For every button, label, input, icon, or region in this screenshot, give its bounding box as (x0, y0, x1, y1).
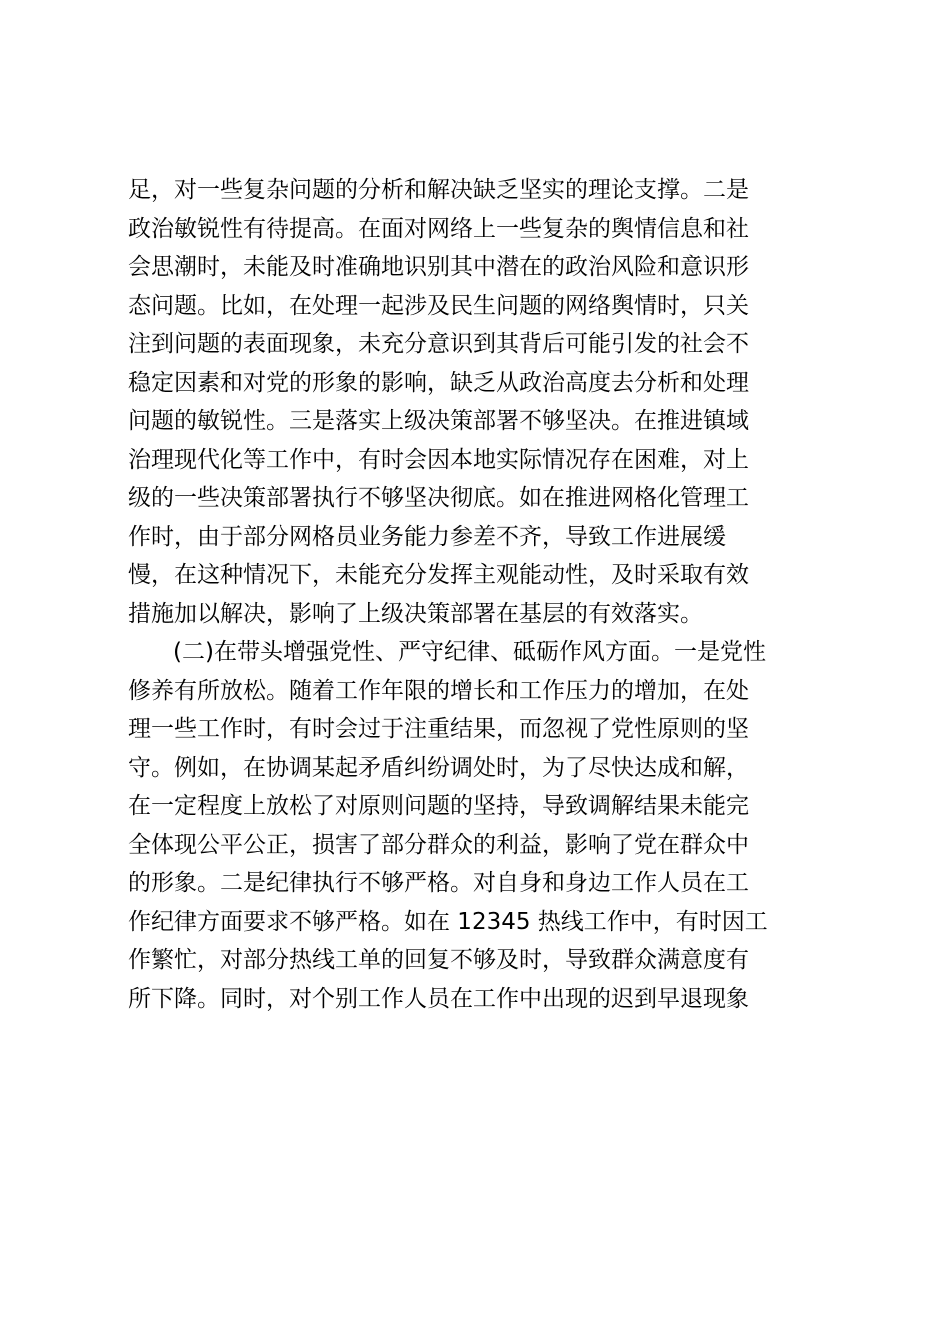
text-line: 修养有所放松。随着工作年限的增长和工作压力的增加，在处 (128, 677, 749, 704)
text-line: 注到问题的表面现象，未充分意识到其背后可能引发的社会不 (128, 331, 749, 357)
text-line: 级的一些决策部署执行不够坚决彻底。如在推进网格化管理工 (128, 485, 749, 511)
text-line: 作时，由于部分网格员业务能力参差不齐，导致工作进展缓 (128, 523, 726, 550)
text-line: 作繁忙，对部分热线工单的回复不够及时，导致群众满意度有 (128, 947, 749, 973)
text-line: 全体现公平公正，损害了部分群众的利益，影响了党在群众中 (128, 831, 749, 858)
body-text (128, 171, 828, 1018)
text-line: 在一定程度上放松了对原则问题的坚持，导致调解结果未能完 (128, 793, 749, 819)
text-line: 足，对一些复杂问题的分析和解决缺乏坚实的理论支撑。二是 (128, 177, 749, 203)
text-line: 守。例如，在协调某起矛盾纠纷调处时，为了尽快达成和解， (128, 754, 749, 781)
text-line: 治理现代化等工作中，有时会因本地实际情况存在困难，对上 (128, 446, 749, 473)
text-line: 会思潮时，未能及时准确地识别其中潜在的政治风险和意识形 (128, 254, 749, 280)
text-line: 慢，在这种情况下，未能充分发挥主观能动性，及时采取有效 (128, 562, 749, 588)
text-line: 态问题。比如，在处理一起涉及民生问题的网络舆情时，只关 (128, 292, 749, 319)
text-line: 问题的敏锐性。三是落实上级决策部署不够坚决。在推进镇域 (128, 408, 749, 434)
text-line: 的形象。二是纪律执行不够严格。对自身和身边工作人员在工 (128, 870, 749, 896)
text-line: 政治敏锐性有待提高。在面对网络上一些复杂的舆情信息和社 (128, 215, 749, 242)
text-line: 措施加以解决，影响了上级决策部署在基层的有效落实。 (128, 600, 703, 627)
text-line: 作纪律方面要求不够严格。如在 12345 热线工作中，有时因工 (128, 908, 768, 935)
text-line: 理一些工作时，有时会过于注重结果，而忽视了党性原则的坚 (128, 716, 749, 742)
text-line: 所下降。同时，对个别工作人员在工作中出现的迟到早退现象 (128, 985, 749, 1012)
text-line: 稳定因素和对党的形象的影响，缺乏从政治高度去分析和处理 (128, 369, 749, 396)
section-heading-line: (二)在带头增强党性、严守纪律、砥砺作风方面。一是党性 (173, 639, 766, 665)
